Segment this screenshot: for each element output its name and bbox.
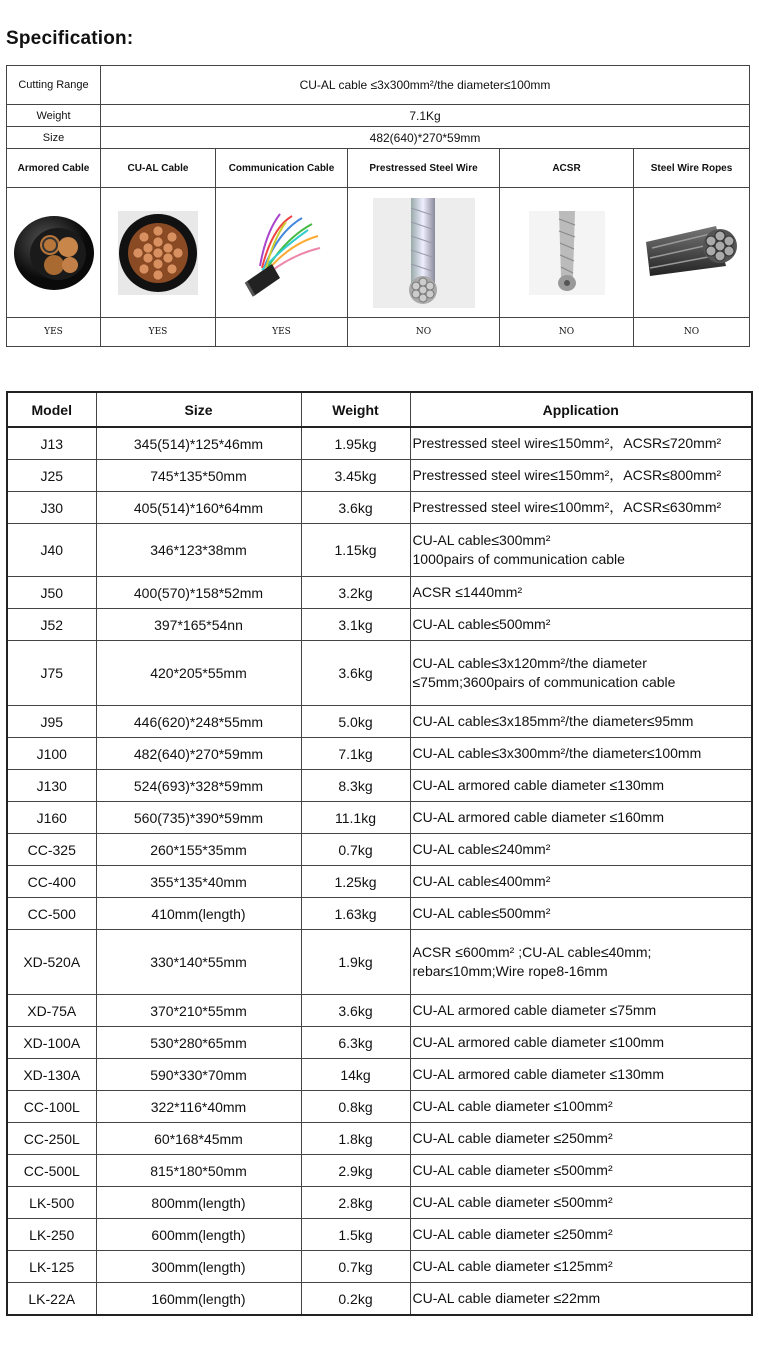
cell-model: J100: [7, 738, 96, 770]
cell-application: [410, 706, 752, 738]
application-line: ≤75mm;3600pairs of communication cable: [412, 674, 676, 690]
size-value: 482(640)*270*59mm: [101, 127, 750, 149]
application-line: rebar≤10mm;Wire rope8-16mm: [412, 963, 608, 979]
cell-application: [410, 1251, 752, 1283]
steel-wire-ropes-cell: [634, 188, 750, 318]
table-row: [7, 1251, 752, 1283]
cell-size: 300mm(length): [96, 1251, 301, 1283]
weight-label: Weight: [7, 105, 101, 127]
size-header: Size: [96, 392, 301, 427]
cell-application: [410, 427, 752, 460]
cell-size: 260*155*35mm: [96, 834, 301, 866]
cell-weight: 3.6kg: [301, 995, 410, 1027]
table-row: [7, 770, 752, 802]
cell-model: LK-125: [7, 1251, 96, 1283]
cell-size: 60*168*45mm: [96, 1123, 301, 1155]
table-row: [7, 706, 752, 738]
cell-size: 560(735)*390*59mm: [96, 802, 301, 834]
application-line: CU-AL cable≤3x300mm²/the diameter≤100mm: [412, 745, 702, 761]
application-line: CU-AL cable diameter ≤250mm²: [412, 1130, 613, 1146]
cell-weight: 3.1kg: [301, 609, 410, 641]
cell-model: XD-75A: [7, 995, 96, 1027]
support-value: YES: [7, 318, 101, 347]
armored-cable-photo: [12, 213, 96, 293]
table-row: [7, 609, 752, 641]
cell-size: 405(514)*160*64mm: [96, 492, 301, 524]
cell-application: [410, 930, 752, 995]
application-line: CU-AL cable≤500mm²: [412, 905, 551, 921]
application-line: Prestressed steel wire≤150mm²，ACSR≤720mm²: [412, 435, 722, 451]
cell-weight: 11.1kg: [301, 802, 410, 834]
application-line: ACSR ≤1440mm²: [412, 584, 523, 600]
acsr-cell: [500, 188, 634, 318]
cell-size: 410mm(length): [96, 898, 301, 930]
table-row: [7, 1155, 752, 1187]
cell-model: J13: [7, 427, 96, 460]
cell-model: CC-500L: [7, 1155, 96, 1187]
communication-cable-photo: [242, 208, 322, 298]
application-line: 1000pairs of communication cable: [412, 551, 625, 567]
cell-application: [410, 1187, 752, 1219]
cell-application: [410, 492, 752, 524]
cell-model: XD-520A: [7, 930, 96, 995]
cell-model: J52: [7, 609, 96, 641]
cell-application: [410, 866, 752, 898]
table-row: [7, 1091, 752, 1123]
cell-model: J130: [7, 770, 96, 802]
cell-application: [410, 1123, 752, 1155]
cell-application: [410, 995, 752, 1027]
cell-model: J75: [7, 641, 96, 706]
table-row: [7, 460, 752, 492]
cable-type-header: Communication Cable: [216, 149, 348, 188]
table-row: [7, 995, 752, 1027]
cell-weight: 8.3kg: [301, 770, 410, 802]
cell-model: CC-500: [7, 898, 96, 930]
steel-wire-ropes-photo: [646, 218, 738, 288]
cutting-range-label: Cutting Range: [7, 66, 101, 105]
table-row: [7, 834, 752, 866]
cell-weight: 1.5kg: [301, 1219, 410, 1251]
cell-weight: 14kg: [301, 1059, 410, 1091]
cell-weight: 1.8kg: [301, 1123, 410, 1155]
cu-al-cable-photo: [118, 211, 198, 295]
application-line: CU-AL cable diameter ≤250mm²: [412, 1226, 613, 1242]
cell-model: CC-250L: [7, 1123, 96, 1155]
cell-model: LK-22A: [7, 1283, 96, 1316]
cell-application: [410, 802, 752, 834]
table-row: [7, 930, 752, 995]
model-header: Model: [7, 392, 96, 427]
cell-weight: 1.95kg: [301, 427, 410, 460]
cell-model: J160: [7, 802, 96, 834]
cell-weight: 5.0kg: [301, 706, 410, 738]
cell-size: 355*135*40mm: [96, 866, 301, 898]
support-value: NO: [634, 318, 750, 347]
application-line: CU-AL cable≤300mm²: [412, 532, 551, 548]
cell-weight: 2.8kg: [301, 1187, 410, 1219]
cell-application: [410, 1155, 752, 1187]
cell-size: 800mm(length): [96, 1187, 301, 1219]
application-line: CU-AL armored cable diameter ≤75mm: [412, 1002, 657, 1018]
application-line: CU-AL cable diameter ≤125mm²: [412, 1258, 613, 1274]
table-row: [7, 1027, 752, 1059]
cell-size: 346*123*38mm: [96, 524, 301, 577]
cell-application: [410, 1283, 752, 1316]
cell-application: [410, 1219, 752, 1251]
cell-weight: 3.2kg: [301, 577, 410, 609]
specification-table: [6, 65, 750, 347]
cable-type-header: CU-AL Cable: [101, 149, 216, 188]
model-table: [6, 391, 753, 1316]
cable-type-header: Prestressed Steel Wire: [348, 149, 500, 188]
table-row: [7, 898, 752, 930]
support-value: YES: [101, 318, 216, 347]
cell-model: J30: [7, 492, 96, 524]
table-row: [7, 1123, 752, 1155]
cell-size: 590*330*70mm: [96, 1059, 301, 1091]
cell-model: XD-100A: [7, 1027, 96, 1059]
cell-weight: 1.25kg: [301, 866, 410, 898]
table-row: [7, 802, 752, 834]
cell-model: J50: [7, 577, 96, 609]
cutting-range-value: CU-AL cable ≤3x300mm²/the diameter≤100mm: [101, 66, 750, 105]
cell-weight: 1.63kg: [301, 898, 410, 930]
support-value: YES: [216, 318, 348, 347]
cell-weight: 0.8kg: [301, 1091, 410, 1123]
weight-header: Weight: [301, 392, 410, 427]
cell-application: [410, 609, 752, 641]
cell-weight: 1.15kg: [301, 524, 410, 577]
prestressed-steel-wire-cell: [348, 188, 500, 318]
cell-weight: 7.1kg: [301, 738, 410, 770]
cell-weight: 3.45kg: [301, 460, 410, 492]
cell-model: LK-500: [7, 1187, 96, 1219]
cell-application: [410, 1091, 752, 1123]
cell-model: CC-400: [7, 866, 96, 898]
cell-weight: 6.3kg: [301, 1027, 410, 1059]
cell-application: [410, 1059, 752, 1091]
table-row: [7, 1283, 752, 1316]
table-row: [7, 1219, 752, 1251]
cell-application: [410, 460, 752, 492]
table-row: [7, 577, 752, 609]
cell-model: J25: [7, 460, 96, 492]
application-line: CU-AL armored cable diameter ≤160mm: [412, 809, 664, 825]
cell-weight: 0.2kg: [301, 1283, 410, 1316]
cable-type-header: Armored Cable: [7, 149, 101, 188]
table-row: [7, 427, 752, 460]
cell-application: [410, 577, 752, 609]
application-line: CU-AL armored cable diameter ≤100mm: [412, 1034, 664, 1050]
application-line: CU-AL armored cable diameter ≤130mm: [412, 1066, 664, 1082]
cell-model: CC-325: [7, 834, 96, 866]
cell-model: J95: [7, 706, 96, 738]
application-line: CU-AL cable≤500mm²: [412, 616, 551, 632]
cell-size: 600mm(length): [96, 1219, 301, 1251]
cell-application: [410, 770, 752, 802]
cable-type-header: Steel Wire Ropes: [634, 149, 750, 188]
cell-size: 446(620)*248*55mm: [96, 706, 301, 738]
cell-application: [410, 1027, 752, 1059]
cell-application: [410, 524, 752, 577]
table-row: [7, 738, 752, 770]
prestressed-steel-wire-photo: [373, 198, 475, 308]
application-line: CU-AL cable≤3x185mm²/the diameter≤95mm: [412, 713, 694, 729]
application-header: Application: [410, 392, 752, 427]
cell-application: [410, 898, 752, 930]
cell-size: 397*165*54nn: [96, 609, 301, 641]
cu-al-cable-cell: [101, 188, 216, 318]
application-line: Prestressed steel wire≤150mm²，ACSR≤800mm²: [412, 467, 722, 483]
table-row: [7, 641, 752, 706]
communication-cable-cell: [216, 188, 348, 318]
application-line: Prestressed steel wire≤100mm²，ACSR≤630mm²: [412, 499, 722, 515]
cell-model: LK-250: [7, 1219, 96, 1251]
armored-cable-cell: [7, 188, 101, 318]
cell-weight: 0.7kg: [301, 1251, 410, 1283]
cell-weight: 3.6kg: [301, 492, 410, 524]
cell-size: 370*210*55mm: [96, 995, 301, 1027]
table-row: [7, 866, 752, 898]
acsr-photo: [529, 211, 605, 295]
cable-type-header: ACSR: [500, 149, 634, 188]
cell-model: CC-100L: [7, 1091, 96, 1123]
cell-size: 815*180*50mm: [96, 1155, 301, 1187]
table-row: [7, 1059, 752, 1091]
support-value: NO: [500, 318, 634, 347]
table-row: [7, 1187, 752, 1219]
application-line: CU-AL cable diameter ≤500mm²: [412, 1194, 613, 1210]
cell-application: [410, 738, 752, 770]
cell-size: 745*135*50mm: [96, 460, 301, 492]
cell-size: 530*280*65mm: [96, 1027, 301, 1059]
cell-weight: 1.9kg: [301, 930, 410, 995]
application-line: ACSR ≤600mm² ;CU-AL cable≤40mm;: [412, 944, 652, 960]
cell-weight: 3.6kg: [301, 641, 410, 706]
cell-size: 330*140*55mm: [96, 930, 301, 995]
cell-application: [410, 641, 752, 706]
table-row: [7, 492, 752, 524]
cell-size: 160mm(length): [96, 1283, 301, 1316]
application-line: CU-AL cable diameter ≤22mm: [412, 1290, 601, 1306]
cell-size: 420*205*55mm: [96, 641, 301, 706]
support-value: NO: [348, 318, 500, 347]
cell-size: 345(514)*125*46mm: [96, 427, 301, 460]
cell-weight: 0.7kg: [301, 834, 410, 866]
cell-model: XD-130A: [7, 1059, 96, 1091]
application-line: CU-AL armored cable diameter ≤130mm: [412, 777, 664, 793]
size-label: Size: [7, 127, 101, 149]
model-table-body: [7, 427, 752, 1315]
table-row: [7, 524, 752, 577]
application-line: CU-AL cable diameter ≤100mm²: [412, 1098, 613, 1114]
weight-value: 7.1Kg: [101, 105, 750, 127]
application-line: CU-AL cable≤3x120mm²/the diameter: [412, 655, 647, 671]
cell-size: 482(640)*270*59mm: [96, 738, 301, 770]
cell-size: 400(570)*158*52mm: [96, 577, 301, 609]
application-line: CU-AL cable≤240mm²: [412, 841, 551, 857]
page-title: Specification:: [6, 28, 134, 49]
cell-size: 524(693)*328*59mm: [96, 770, 301, 802]
cell-application: [410, 834, 752, 866]
application-line: CU-AL cable diameter ≤500mm²: [412, 1162, 613, 1178]
cell-weight: 2.9kg: [301, 1155, 410, 1187]
cell-size: 322*116*40mm: [96, 1091, 301, 1123]
cell-model: J40: [7, 524, 96, 577]
application-line: CU-AL cable≤400mm²: [412, 873, 551, 889]
